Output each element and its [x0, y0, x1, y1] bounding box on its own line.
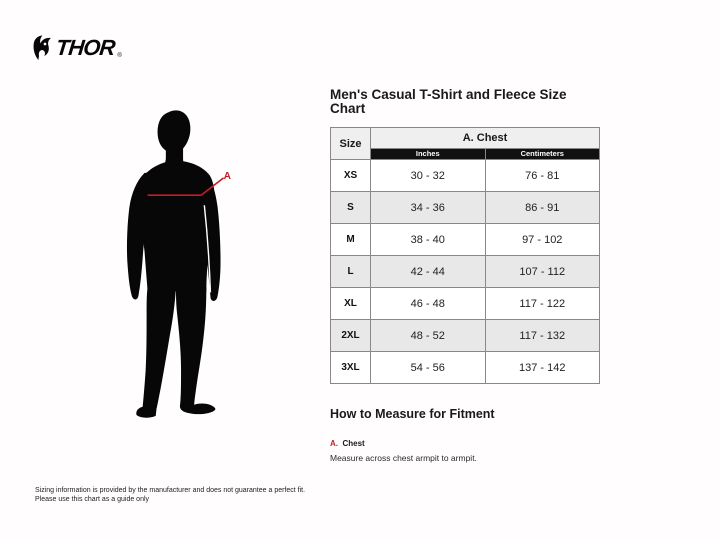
size-label: L	[331, 256, 371, 288]
size-label: S	[331, 192, 371, 224]
column-header-size: Size	[331, 128, 371, 160]
centimeters-value: 117 - 132	[485, 320, 600, 352]
disclaimer-line-2: Please use this chart as a guide only	[35, 495, 150, 503]
size-label: XS	[331, 160, 371, 192]
silhouette-right-foot	[180, 404, 216, 415]
inches-value: 30 - 32	[371, 160, 486, 192]
table-row	[331, 320, 600, 352]
table-row	[331, 256, 600, 288]
measurement-figure	[118, 106, 238, 422]
table-row	[331, 192, 600, 224]
column-header-inches: Inches	[371, 149, 486, 160]
inches-value: 38 - 40	[371, 224, 486, 256]
measure-item-title	[330, 433, 604, 451]
size-chart-table	[330, 127, 600, 384]
size-chart-content	[330, 88, 604, 463]
chest-marker-label: A	[223, 170, 231, 182]
table-row	[331, 288, 600, 320]
centimeters-value: 97 - 102	[485, 224, 600, 256]
silhouette-left-leg	[143, 287, 176, 408]
measure-description: Measure across chest armpit to armpit.	[330, 453, 477, 463]
centimeters-value: 117 - 122	[485, 288, 600, 320]
inches-value: 48 - 52	[371, 320, 486, 352]
measure-guide-item	[330, 433, 604, 464]
registered-trademark-symbol: ®	[117, 53, 122, 59]
size-label: M	[331, 224, 371, 256]
size-label: 2XL	[331, 320, 371, 352]
measure-key: A.	[330, 438, 338, 448]
column-header-centimeters: Centimeters	[485, 149, 600, 160]
table-row	[331, 224, 600, 256]
measure-label: Chest	[342, 438, 365, 448]
centimeters-value: 137 - 142	[485, 352, 600, 384]
size-label: 3XL	[331, 352, 371, 384]
column-header-chest: A. Chest	[371, 128, 600, 149]
silhouette-right-leg	[176, 287, 206, 406]
table-row	[331, 352, 600, 384]
inches-value: 42 - 44	[371, 256, 486, 288]
centimeters-value: 86 - 91	[485, 192, 600, 224]
table-row	[331, 160, 600, 192]
size-chart-title: Men's Casual T-Shirt and Fleece Size Chart	[330, 87, 567, 116]
disclaimer-line-1: Sizing information is provided by the manufacturer and does not guarantee a perfect fit.	[35, 487, 306, 494]
brand-wordmark: THOR	[54, 35, 116, 60]
disclaimer	[35, 487, 305, 504]
centimeters-value: 107 - 112	[485, 256, 600, 288]
centimeters-value: 76 - 81	[485, 160, 600, 192]
silhouette-left-foot	[136, 407, 156, 418]
inches-value: 34 - 36	[371, 192, 486, 224]
measure-guide-heading: How to Measure for Fitment	[330, 407, 495, 421]
brand-logo	[33, 35, 122, 61]
male-silhouette-graphic	[118, 106, 238, 422]
size-label: XL	[331, 288, 371, 320]
inches-value: 54 - 56	[371, 352, 486, 384]
inches-value: 46 - 48	[371, 288, 486, 320]
thor-helmet-icon	[33, 35, 53, 61]
